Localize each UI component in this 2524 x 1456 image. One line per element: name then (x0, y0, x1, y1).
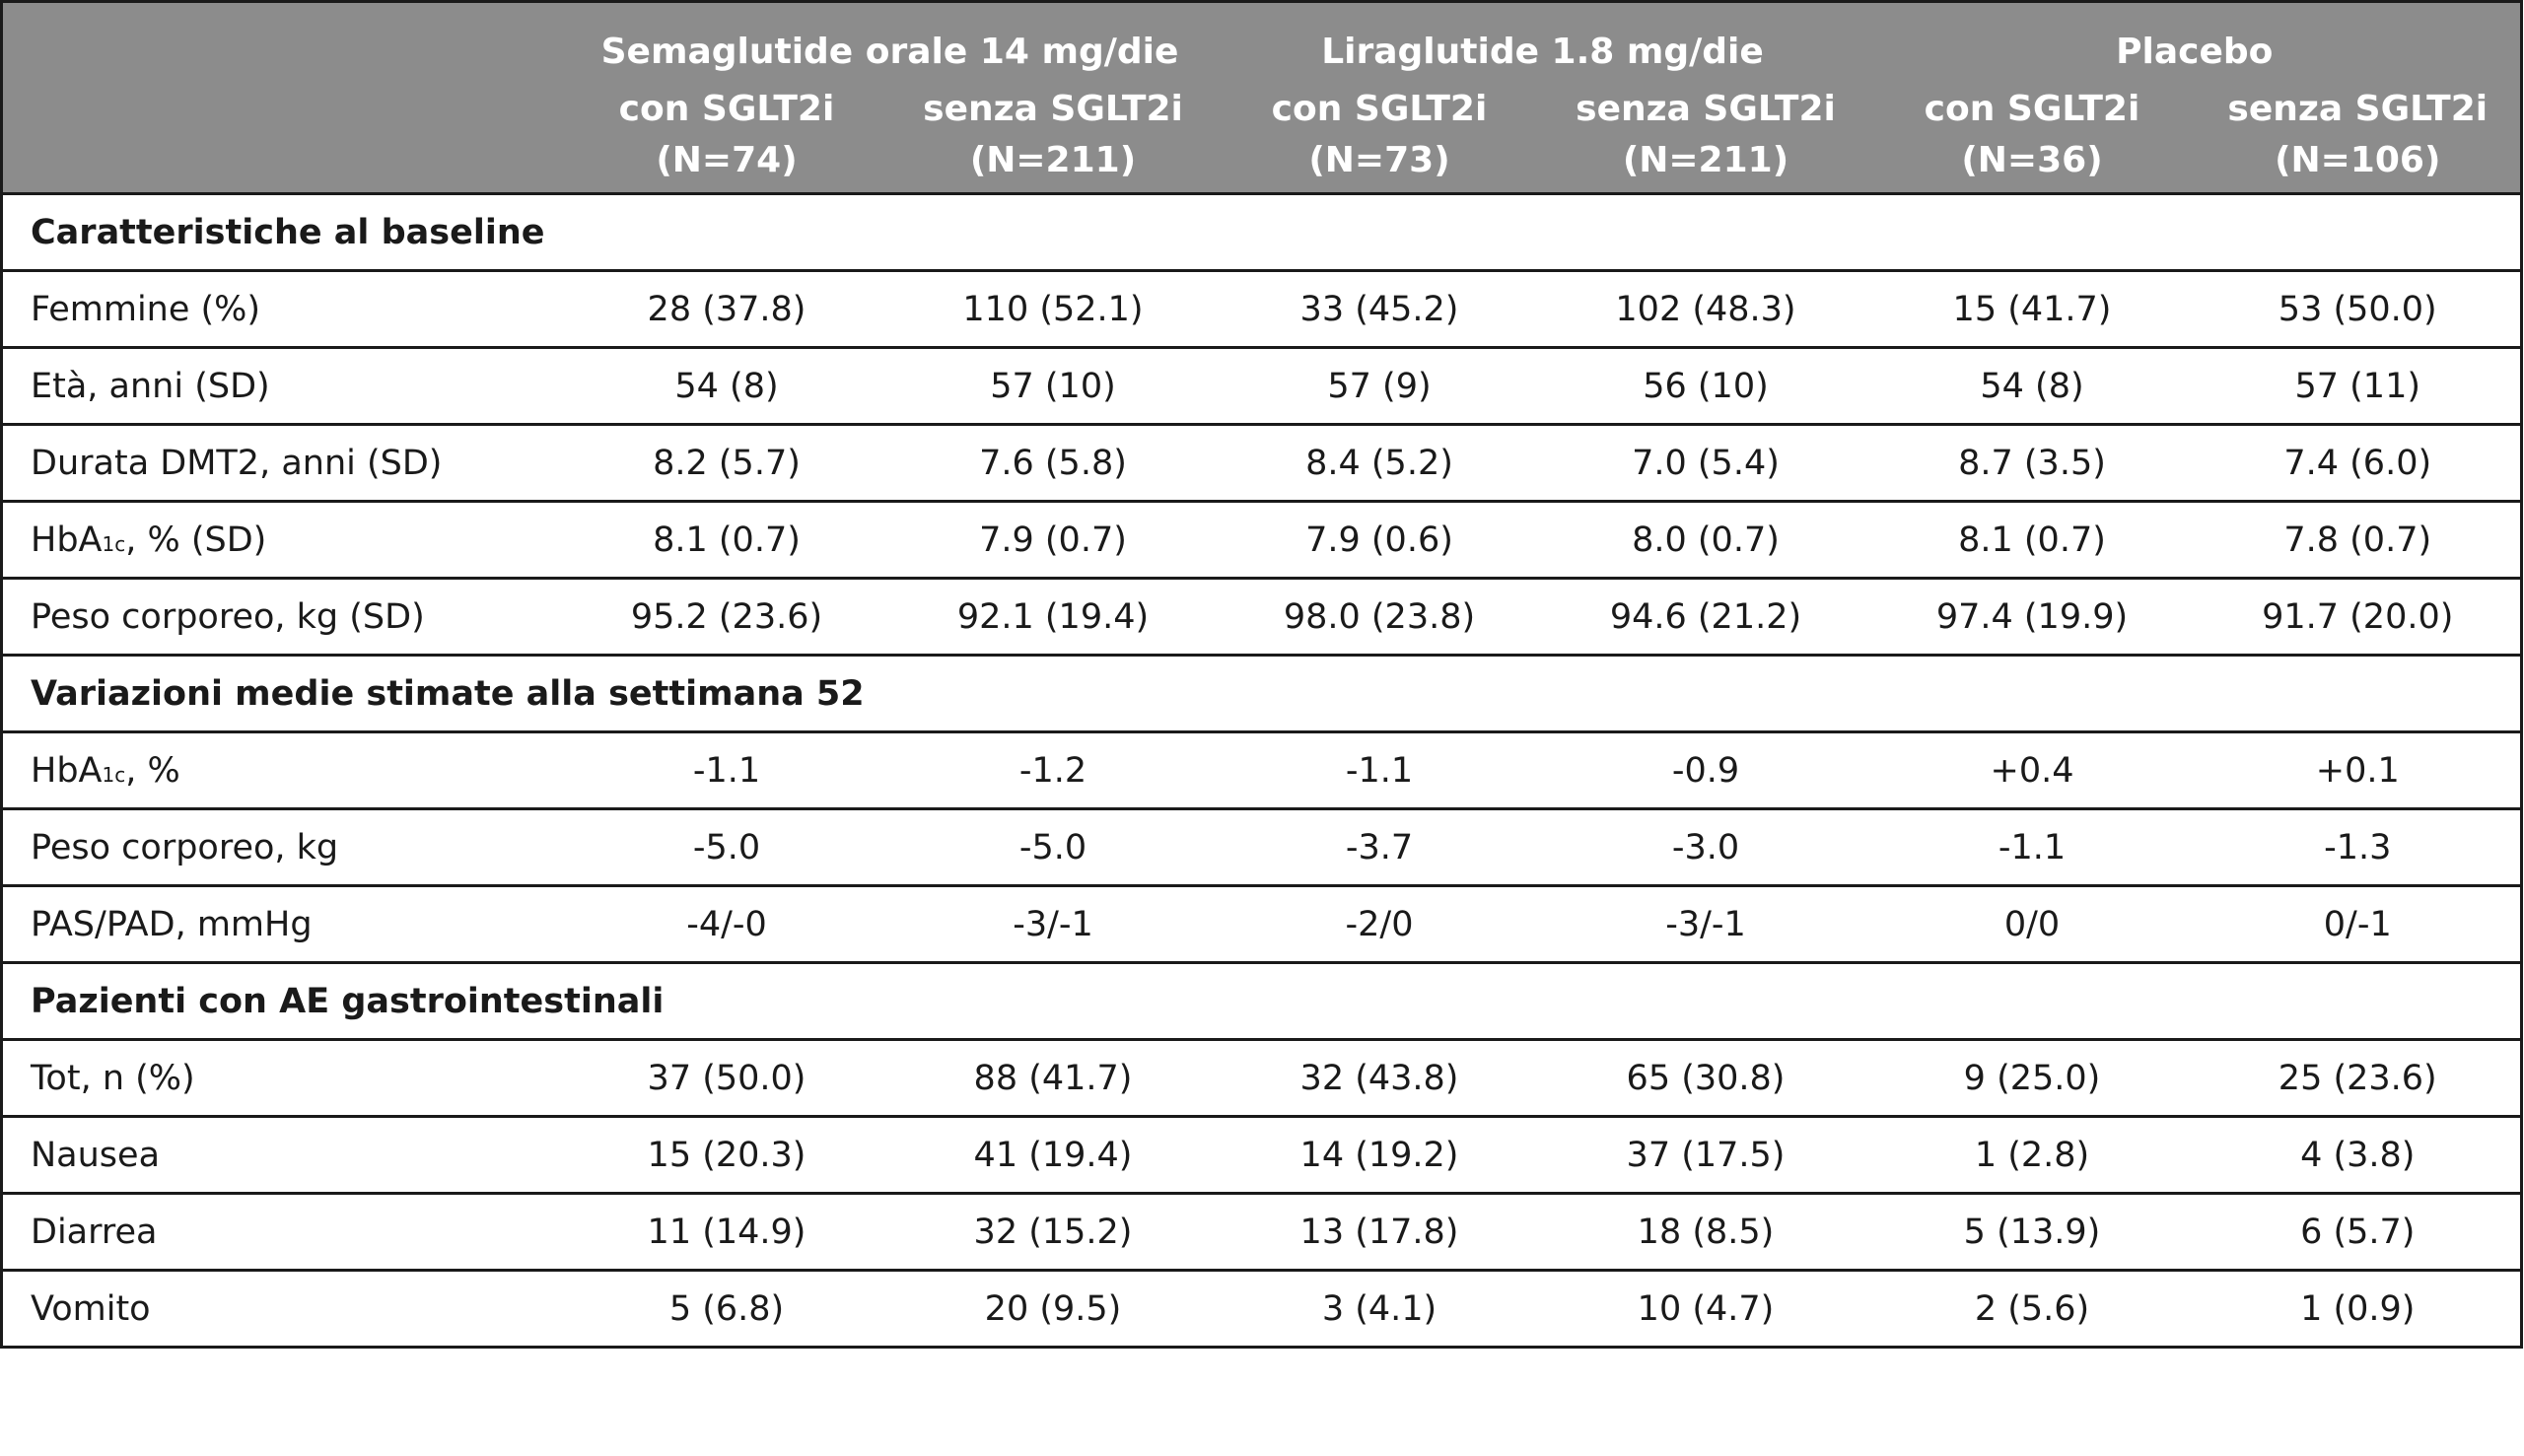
row-label-subscript: 1c (102, 531, 126, 556)
table-cell: 8.1 (0.7) (1869, 502, 2196, 579)
table-cell: -3/-1 (890, 886, 1217, 963)
row-label: PAS/PAD, mmHg (2, 886, 564, 963)
table-row (2, 809, 2522, 886)
table-cell: -5.0 (564, 809, 890, 886)
row-label-subscript: 1c (102, 762, 126, 787)
table-cell: 9 (25.0) (1869, 1040, 2196, 1117)
subcolumn-header-n: (N=73) (1308, 140, 1450, 180)
row-label: Vomito (2, 1271, 564, 1348)
table-row (2, 886, 2522, 963)
table-cell: 95.2 (23.6) (564, 579, 890, 656)
subcolumn-header-n: (N=74) (656, 140, 798, 180)
subcolumn-header-group: senza SGLT2i (923, 89, 1183, 129)
table-cell: 5 (6.8) (564, 1271, 890, 1348)
table-cell: 20 (9.5) (890, 1271, 1217, 1348)
table-cell: 98.0 (23.8) (1217, 579, 1543, 656)
table-header (2, 2, 2522, 194)
table-cell: -2/0 (1217, 886, 1543, 963)
table-cell: 8.0 (0.7) (1543, 502, 1869, 579)
table-cell: 37 (50.0) (564, 1040, 890, 1117)
row-label-main: HbA (31, 750, 103, 791)
table-cell: 7.6 (5.8) (890, 425, 1217, 502)
table-cell: 8.4 (5.2) (1217, 425, 1543, 502)
table-cell: 37 (17.5) (1543, 1117, 1869, 1194)
group-header-placebo: Placebo (1869, 2, 2522, 85)
subcolumn-header-n: (N=211) (1622, 140, 1789, 180)
table-cell: 18 (8.5) (1543, 1194, 1869, 1271)
table-cell: -0.9 (1543, 732, 1869, 809)
table-cell: 54 (8) (1869, 348, 2196, 425)
row-label-rest: , % (SD) (125, 520, 267, 560)
header-corner (2, 2, 564, 85)
subcolumn-header (1543, 84, 1869, 194)
table-cell: 7.8 (0.7) (2196, 502, 2522, 579)
table-cell: 25 (23.6) (2196, 1040, 2522, 1117)
group-header-liraglutide: Liraglutide 1.8 mg/die (1217, 2, 1869, 85)
row-label: Nausea (2, 1117, 564, 1194)
table-cell: 94.6 (21.2) (1543, 579, 1869, 656)
table-cell: 7.4 (6.0) (2196, 425, 2522, 502)
table-cell: -3.7 (1217, 809, 1543, 886)
group-header-semaglutide: Semaglutide orale 14 mg/die (564, 2, 1217, 85)
table-row (2, 1040, 2522, 1117)
row-label: Diarrea (2, 1194, 564, 1271)
group-header-row (2, 2, 2522, 85)
subcolumn-header-row (2, 84, 2522, 194)
row-label (2, 502, 564, 579)
table-cell: 57 (11) (2196, 348, 2522, 425)
table-cell: -1.1 (564, 732, 890, 809)
table-cell: -4/-0 (564, 886, 890, 963)
section-header-row (2, 656, 2522, 732)
table-cell: 2 (5.6) (1869, 1271, 2196, 1348)
table-cell: 4 (3.8) (2196, 1117, 2522, 1194)
table-cell: 102 (48.3) (1543, 271, 1869, 348)
table-cell: 5 (13.9) (1869, 1194, 2196, 1271)
table-cell: 57 (10) (890, 348, 1217, 425)
table-row (2, 1117, 2522, 1194)
table-cell: 41 (19.4) (890, 1117, 1217, 1194)
table-cell: 0/-1 (2196, 886, 2522, 963)
table-cell: -5.0 (890, 809, 1217, 886)
table-cell: 8.7 (3.5) (1869, 425, 2196, 502)
table-cell: 11 (14.9) (564, 1194, 890, 1271)
subcolumn-header (890, 84, 1217, 194)
subcolumn-header-group: con SGLT2i (1271, 89, 1488, 129)
subcolumn-header (1217, 84, 1543, 194)
row-label: Durata DMT2, anni (SD) (2, 425, 564, 502)
table-cell: 7.0 (5.4) (1543, 425, 1869, 502)
table-row (2, 348, 2522, 425)
table-cell: 7.9 (0.7) (890, 502, 1217, 579)
row-label: Età, anni (SD) (2, 348, 564, 425)
table-cell: 57 (9) (1217, 348, 1543, 425)
subcolumn-header (2196, 84, 2522, 194)
table-row (2, 271, 2522, 348)
table-cell: 15 (20.3) (564, 1117, 890, 1194)
table-cell: 15 (41.7) (1869, 271, 2196, 348)
row-label: Peso corporeo, kg (SD) (2, 579, 564, 656)
table-cell: 13 (17.8) (1217, 1194, 1543, 1271)
table-row (2, 502, 2522, 579)
row-label (2, 732, 564, 809)
section-header-row (2, 963, 2522, 1040)
table-cell: 32 (15.2) (890, 1194, 1217, 1271)
table-cell: 91.7 (20.0) (2196, 579, 2522, 656)
table-cell: -1.1 (1217, 732, 1543, 809)
section-title: Pazienti con AE gastrointestinali (2, 963, 2522, 1040)
subcolumn-header-group: senza SGLT2i (1576, 89, 1836, 129)
table-cell: -1.1 (1869, 809, 2196, 886)
table-cell: 3 (4.1) (1217, 1271, 1543, 1348)
table-cell: -3/-1 (1543, 886, 1869, 963)
table-cell: 8.1 (0.7) (564, 502, 890, 579)
subcolumn-header-group: con SGLT2i (1924, 89, 2140, 129)
table-body (2, 194, 2522, 1348)
table-cell: 28 (37.8) (564, 271, 890, 348)
header-corner-sub (2, 84, 564, 194)
table-cell: 54 (8) (564, 348, 890, 425)
table-cell: 10 (4.7) (1543, 1271, 1869, 1348)
section-title: Caratteristiche al baseline (2, 194, 2522, 271)
row-label: Tot, n (%) (2, 1040, 564, 1117)
row-label: Peso corporeo, kg (2, 809, 564, 886)
section-header-row (2, 194, 2522, 271)
table-cell: +0.1 (2196, 732, 2522, 809)
table-cell: 65 (30.8) (1543, 1040, 1869, 1117)
row-label-rest: , % (125, 750, 180, 791)
table-row (2, 1271, 2522, 1348)
subcolumn-header (564, 84, 890, 194)
table-cell: 1 (2.8) (1869, 1117, 2196, 1194)
table-cell: 0/0 (1869, 886, 2196, 963)
table-row (2, 1194, 2522, 1271)
subcolumn-header-group: con SGLT2i (618, 89, 835, 129)
row-label-main: HbA (31, 520, 103, 560)
table-cell: 92.1 (19.4) (890, 579, 1217, 656)
table-cell: 1 (0.9) (2196, 1271, 2522, 1348)
table-row (2, 425, 2522, 502)
table-cell: 32 (43.8) (1217, 1040, 1543, 1117)
table-cell: -1.3 (2196, 809, 2522, 886)
row-label: Femmine (%) (2, 271, 564, 348)
table-cell: 97.4 (19.9) (1869, 579, 2196, 656)
table-cell: 56 (10) (1543, 348, 1869, 425)
section-title: Variazioni medie stimate alla settimana 52 (2, 656, 2522, 732)
subcolumn-header-n: (N=36) (1961, 140, 2103, 180)
table-cell: -3.0 (1543, 809, 1869, 886)
table-cell: 6 (5.7) (2196, 1194, 2522, 1271)
table-row (2, 732, 2522, 809)
table-cell: 7.9 (0.6) (1217, 502, 1543, 579)
table-cell: 14 (19.2) (1217, 1117, 1543, 1194)
subcolumn-header-group: senza SGLT2i (2227, 89, 2489, 129)
subcolumn-header-n: (N=211) (969, 140, 1137, 180)
table-cell: +0.4 (1869, 732, 2196, 809)
subcolumn-header (1869, 84, 2196, 194)
table-cell: 110 (52.1) (890, 271, 1217, 348)
subcolumn-header-n: (N=106) (2275, 140, 2441, 180)
table-cell: -1.2 (890, 732, 1217, 809)
table-cell: 33 (45.2) (1217, 271, 1543, 348)
table-cell: 53 (50.0) (2196, 271, 2522, 348)
table-cell: 88 (41.7) (890, 1040, 1217, 1117)
table-row (2, 579, 2522, 656)
table-cell: 8.2 (5.7) (564, 425, 890, 502)
